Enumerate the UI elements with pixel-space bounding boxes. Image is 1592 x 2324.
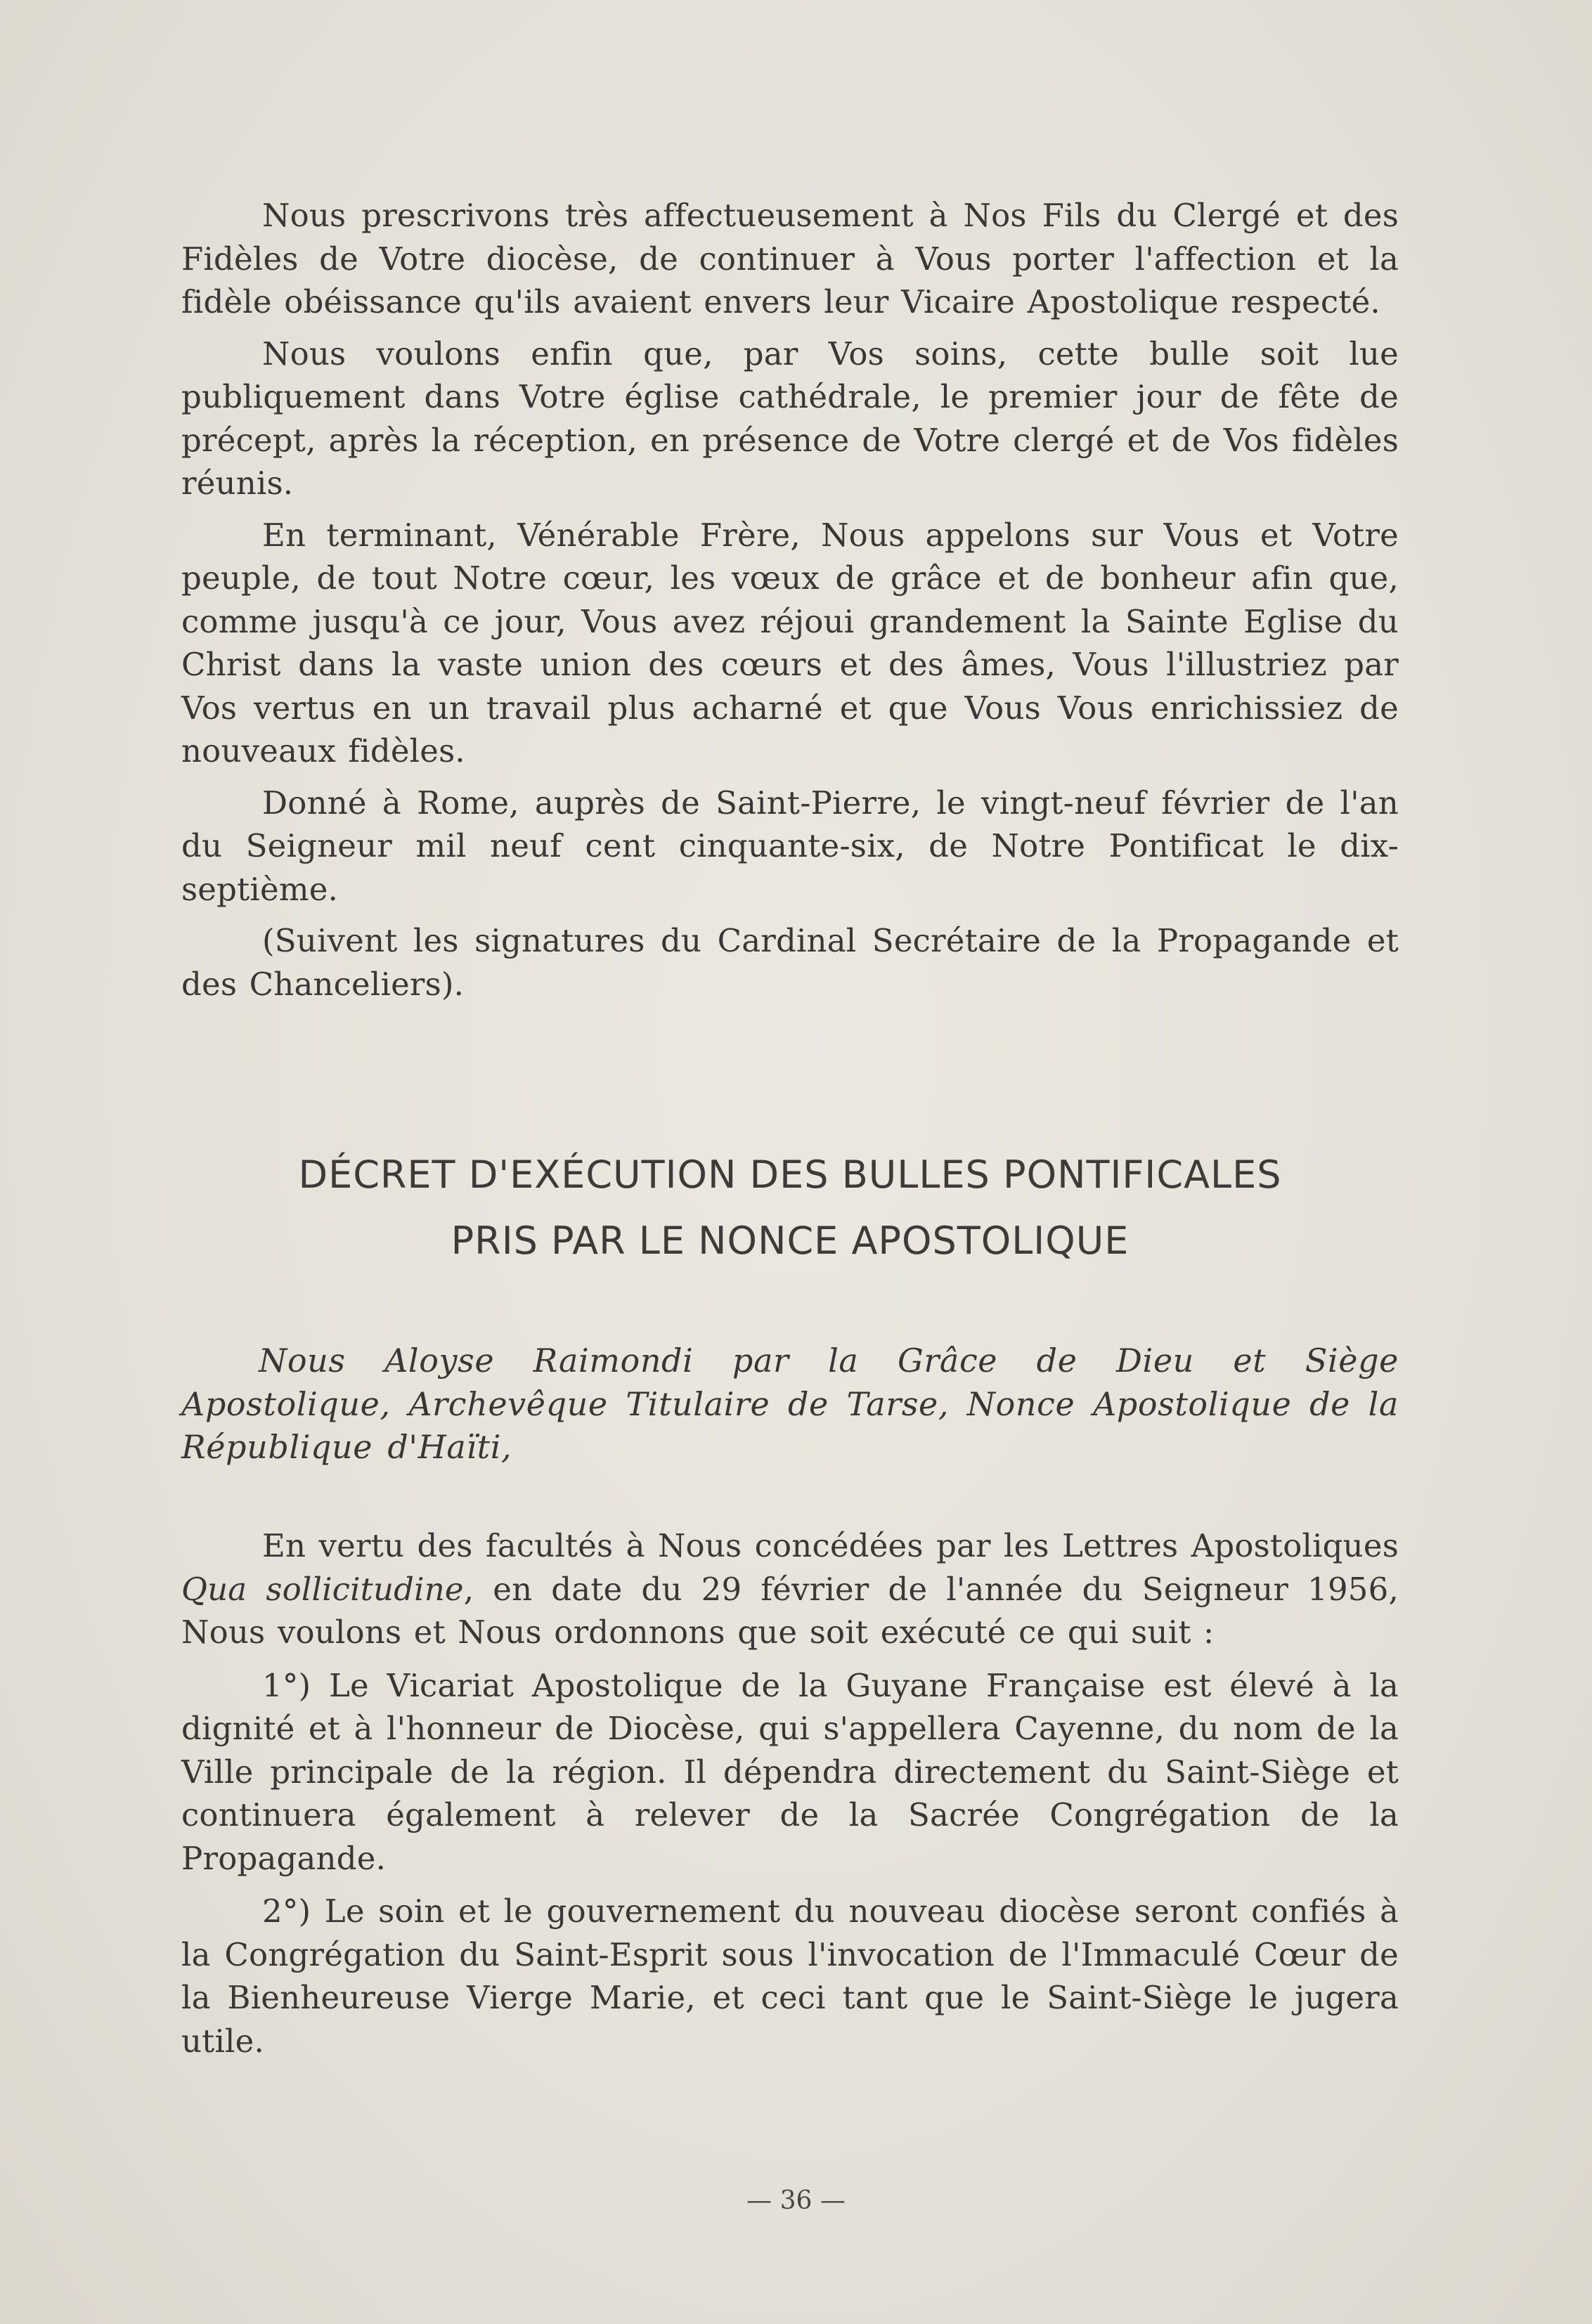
paragraph-signatures: (Suivent les signatures du Cardinal Secrétaire de la Propagande et des Chanceliers). [181,922,1399,1003]
paragraph-given-at-rome: Donné à Rome, auprès de Saint-Pierre, le vingt-neuf février de l'an du Seigneur mil neuf cent cinquante-six, de Notre Pontificat le dix-septième. [181,784,1399,908]
faculties-text-after: , en date du 29 février de l'année du Seigneur 1956, Nous voulons et Nous ordonnons que soit exécuté ce qui suit : [181,1570,1399,1651]
decree-title-line-1: DÉCRET D'EXÉCUTION DES BULLES PONTIFICALES [298,1153,1282,1197]
paragraph-public-reading: Nous voulons enfin que, par Vos soins, cette bulle soit lue publiquement dans Votre église cathédrale, le premier jour de fête de précept, après la réception, en présence de Votre clergé et de Vos fidèles réunis. [181,335,1399,502]
decree-body-section [181,1524,1399,2072]
paragraph-article-1: 1°) Le Vicariat Apostolique de la Guyane Française est élevé à la dignité et à l'honneur de Diocèse, qui s'appellera Cayenne, du nom de la Ville principale de la région. Il dépendra directement du Saint-Siège et continuera également à relever de la Sacrée Congrégation de la Propagande. [181,1666,1399,1877]
page-number: — 36 — [746,2186,846,2215]
decree-title-line-2: PRIS PAR LE NONCE APOSTOLIQUE [451,1219,1130,1263]
paragraph-clergy-affection: Nous prescrivons très affectueusement à Nos Fils du Clergé et des Fidèles de Votre diocèse, de continuer à Vous porter l'affection et la fidèle obéissance qu'ils avaient envers leur Vicaire Apostolique respecté. [181,197,1399,320]
paragraph-closing-blessing: En terminant, Vénérable Frère, Nous appelons sur Vous et Votre peuple, de tout Notre cœur, les vœux de grâce et de bonheur afin que, comme jusqu'à ce jour, Vous avez réjoui grandement la Sainte Eglise du Christ dans la vaste union des cœurs et des âmes, Vous l'illustriez par Vos vertus en un travail plus acharné et que Vous Vous enrichissiez de nouveaux fidèles. [181,516,1399,770]
paragraph-article-2: 2°) Le soin et le gouvernement du nouveau diocèse seront confiés à la Congrégation du Saint-Esprit sous l'invocation de l'Immaculé Cœur de la Bienheureuse Vierge Marie, et ceci tant que le Saint-Siège le jugera utile. [181,1893,1399,2060]
faculties-text-before: En vertu des facultés à Nous concédées par les Lettres Apostoliques [262,1527,1399,1564]
nuncio-intro: Nous Aloyse Raimondi par la Grâce de Dieu et Siège Apostolique, Archevêque Titulaire de Tarse, Nonce Apostolique de la République d'Haïti, [181,1342,1399,1466]
apostolic-letter-title: Qua sollicitudine [181,1570,464,1608]
paragraph-faculties [181,1524,1399,1654]
bull-closing-section [181,194,1399,1014]
